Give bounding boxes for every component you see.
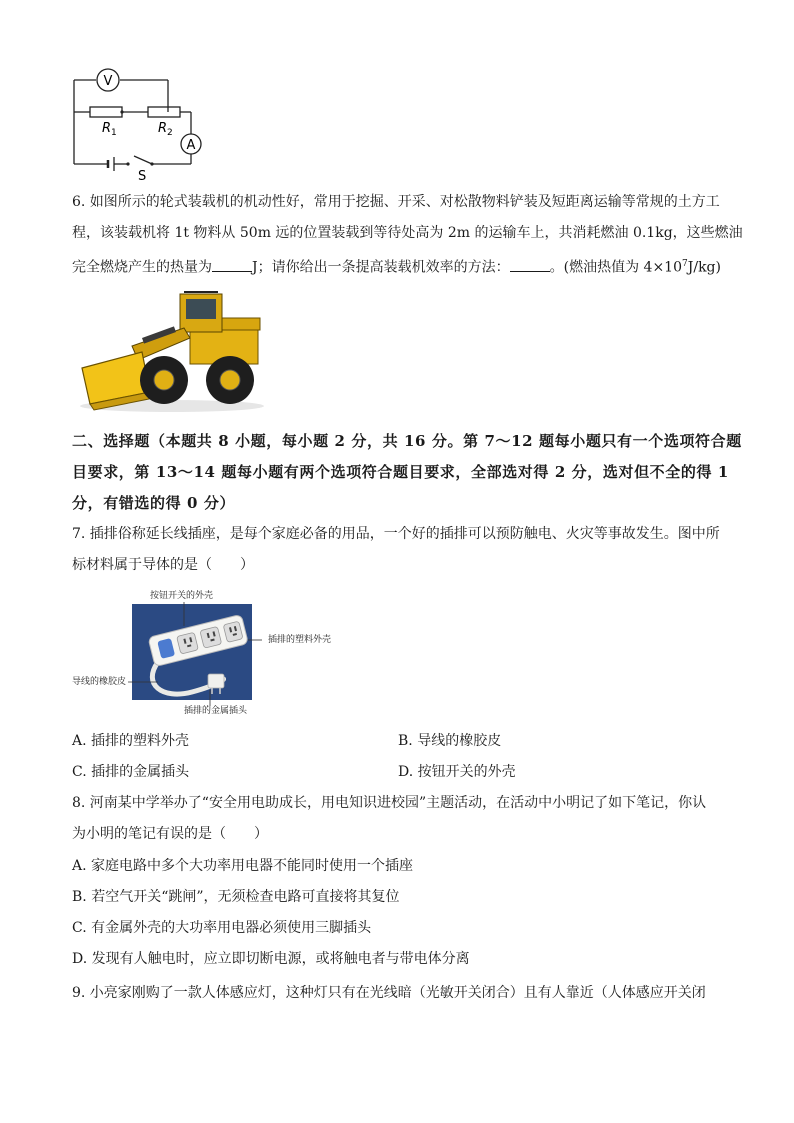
r1-label: $R_1$ [102, 121, 117, 138]
q8-option-a[interactable]: A. 家庭电路中多个大功率用电器不能同时使用一个插座 [72, 858, 414, 874]
q8-line-2: 为小明的笔记有误的是（ ） [72, 826, 268, 842]
r2-label: $R_2$ [158, 121, 173, 138]
switch-label: S [138, 169, 147, 180]
q8-line-1: 8. 河南某中学举办了“安全用电助成长，用电知识进校园”主题活动，在活动中小明记了如下笔记，你认 [72, 795, 707, 811]
q7-line-1: 7. 插排俗称延长线插座，是每个家庭必备的用品，一个好的插排可以预防触电、火灾等事故发生。图中所 [72, 526, 720, 542]
callout-metal-plug: 插排的金属插头 [184, 706, 248, 716]
q6-line-1: 6. 如图所示的轮式装载机的机动性好，常用于挖掘、开采、对松散物料铲装及短距离运输等常规的土方工 [72, 194, 720, 210]
q8-option-d[interactable]: D. 发现有人触电时，应立即切断电源，或将触电者与带电体分离 [72, 951, 470, 967]
section-2-heading-line-1: 二、选择题（本题共 8 小题，每小题 2 分，共 16 分。第 7～12 题每小题只有一个选项符合题 [72, 432, 742, 450]
section-2-heading-line-2: 目要求，第 13～14 题每小题有两个选项符合题目要求，全部选对得 2 分，选对但不全的得 1 [72, 463, 729, 481]
answer-blank-heat [212, 257, 252, 272]
section-2-heading-line-3: 分，有错选的得 0 分） [72, 494, 236, 512]
callout-wire-rubber: 导线的橡胶皮 [72, 677, 127, 687]
q8-option-b[interactable]: B. 若空气开关“跳闸”，无须检查电路可直接将其复位 [72, 889, 400, 905]
circuit-diagram [68, 64, 208, 180]
answer-blank-method [510, 257, 550, 272]
q8-option-c[interactable]: C. 有金属外壳的大功率用电器必须使用三脚插头 [72, 920, 372, 936]
q7-line-2: 标材料属于导体的是（ ） [72, 557, 254, 573]
callout-plastic-shell: 插排的塑料外壳 [268, 635, 332, 645]
callout-switch-shell: 按钮开关的外壳 [150, 591, 214, 601]
wheel-loader-photo [72, 288, 268, 416]
q6-line-2: 程，该装载机将 1t 物料从 50m 远的位置装载到等待处高为 2m 的运输车上，共消耗燃油 0.1kg，这些燃油 [72, 225, 743, 241]
q7-option-b[interactable]: B. 导线的橡胶皮 [398, 733, 502, 749]
q7-option-c[interactable]: C. 插排的金属插头 [72, 764, 190, 780]
q6-line-3: 完全燃烧产生的热量为 J；请你给出一条提高装载机效率的方法： 。(燃油热值为 $4\times 10^7J/kg$) [72, 254, 732, 278]
voltmeter-label: V [103, 74, 113, 89]
callout-leader-lines [72, 594, 332, 710]
ammeter-label: A [186, 138, 196, 153]
q7-option-d[interactable]: D. 按钮开关的外壳 [398, 764, 516, 780]
q9-line-1: 9. 小亮家刚购了一款人体感应灯，这种灯只有在光线暗（光敏开关闭合）且有人靠近（人体感应开关闭 [72, 985, 706, 1001]
q7-option-a[interactable]: A. 插排的塑料外壳 [72, 733, 190, 749]
